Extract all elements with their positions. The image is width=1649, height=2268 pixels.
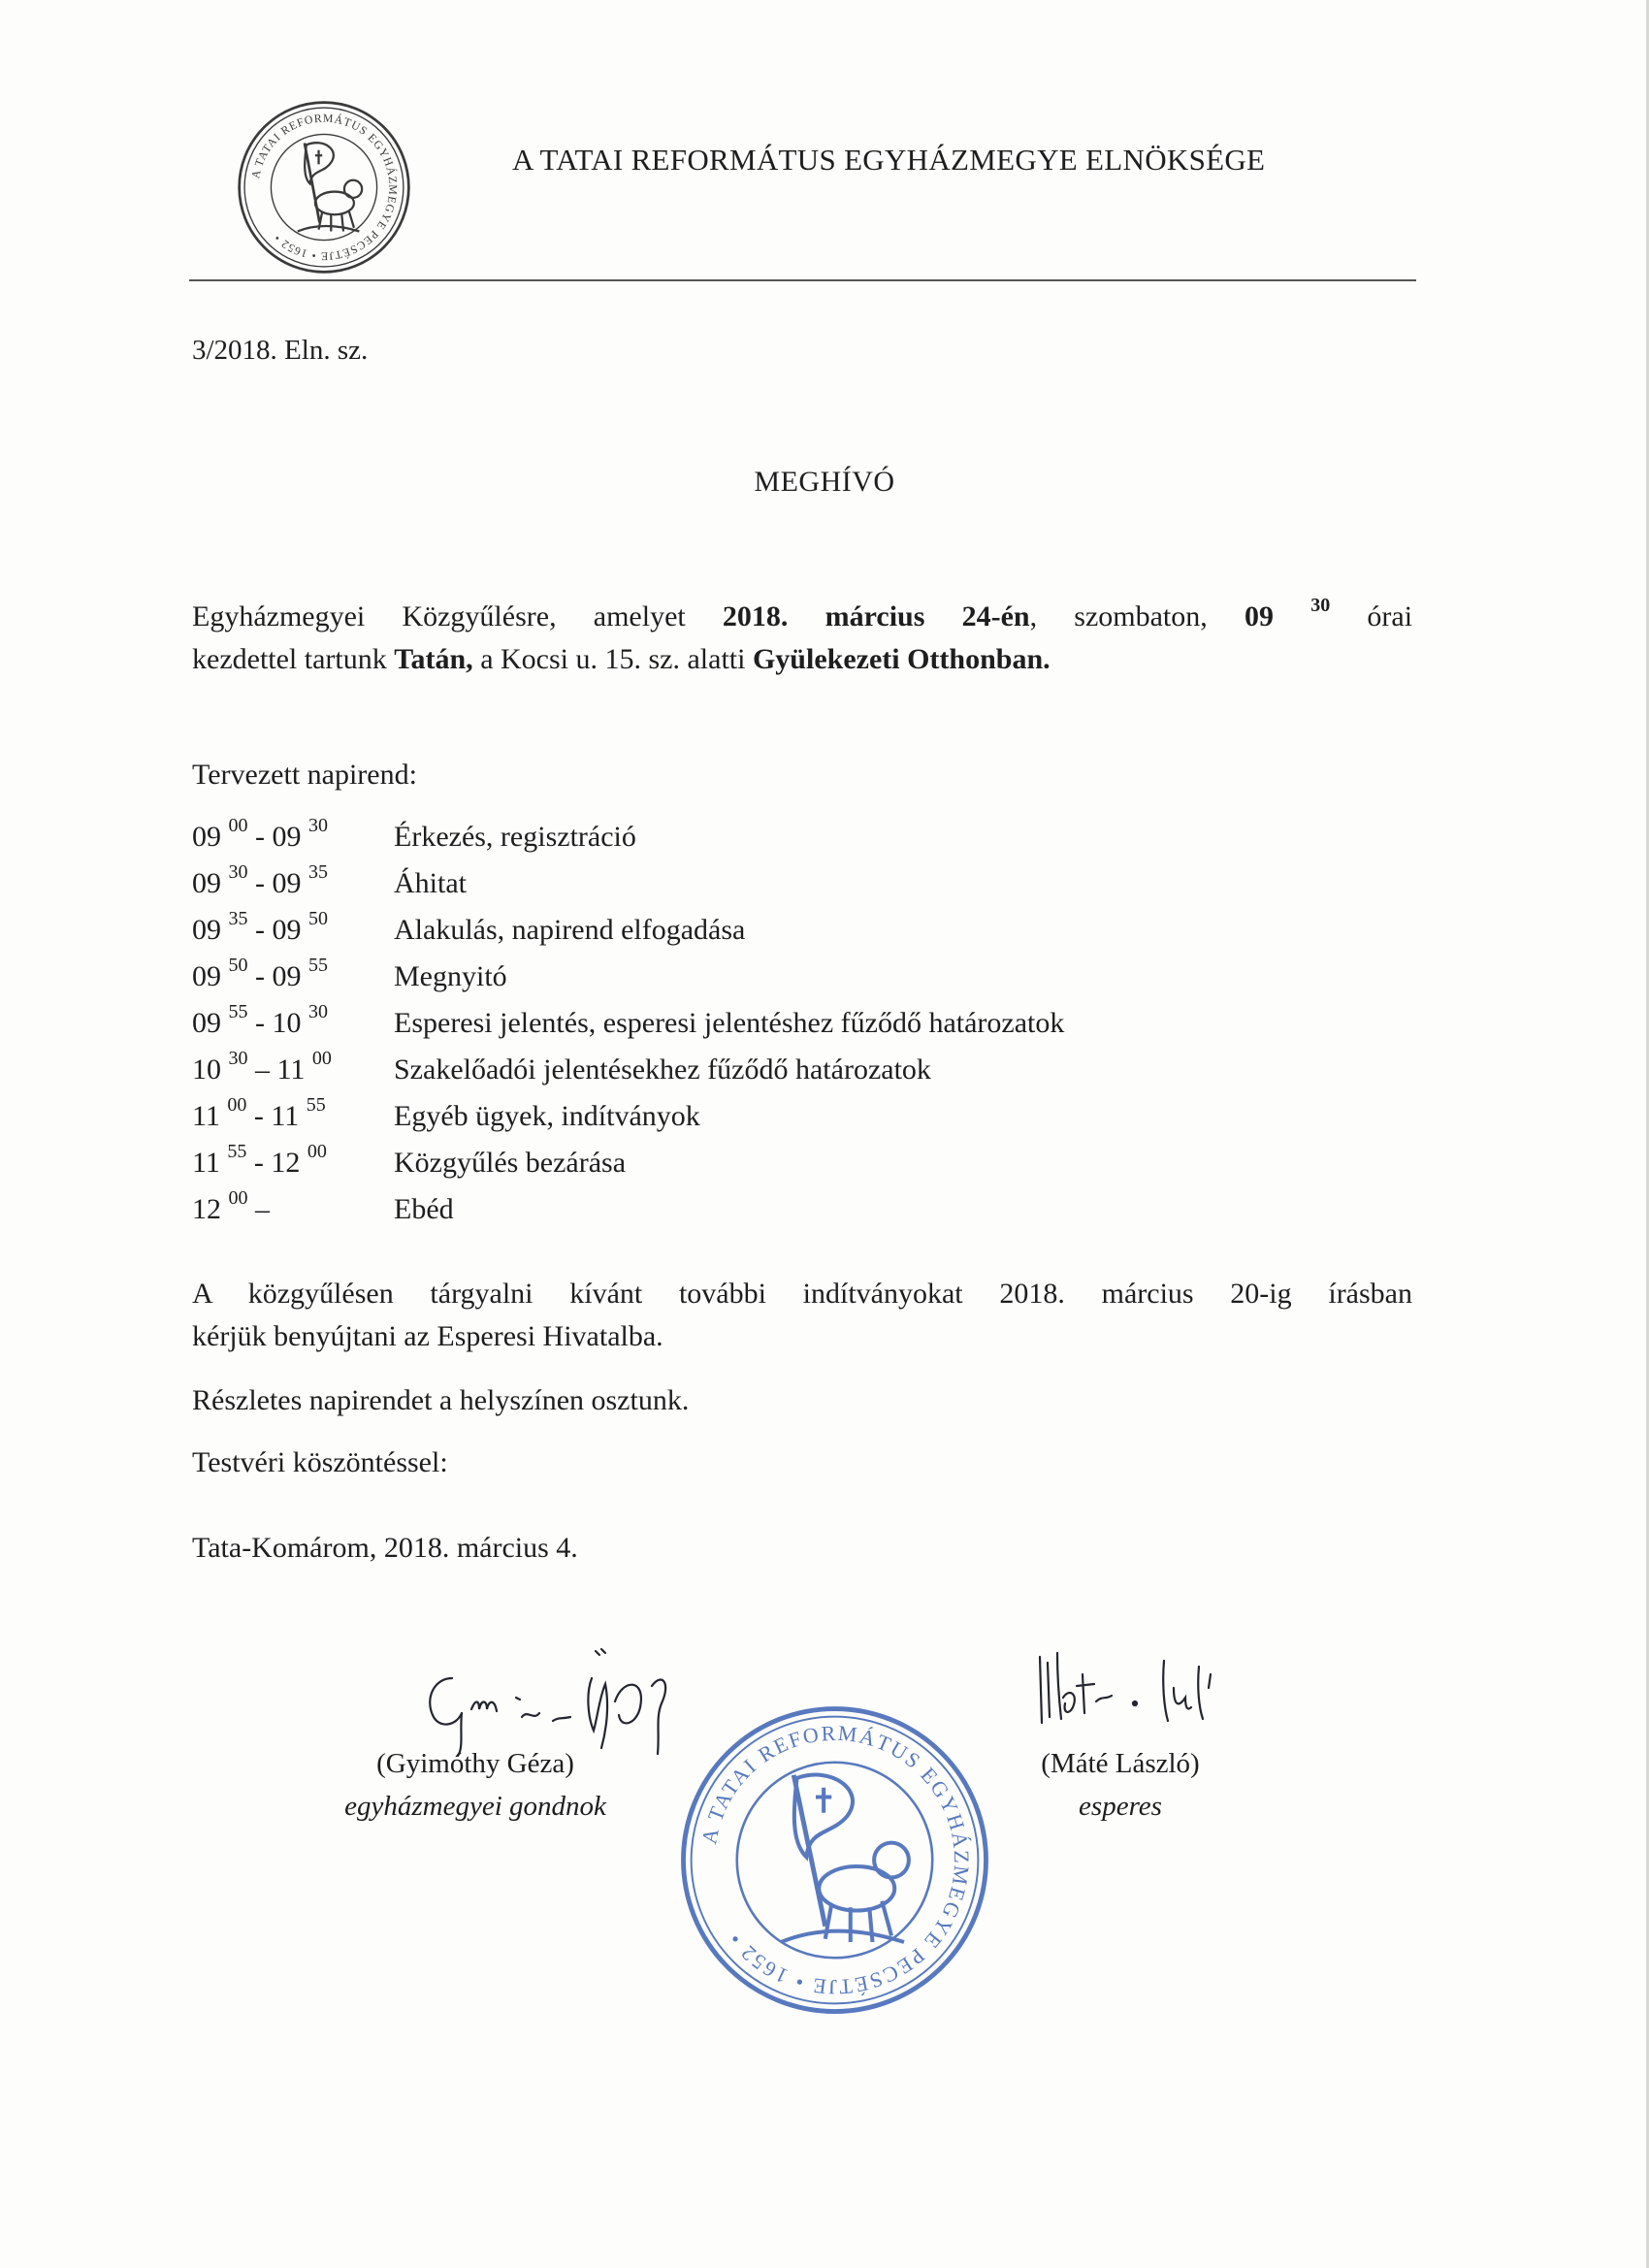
agenda-item-label: Megnyitó (394, 960, 507, 992)
agenda-item-label: Áhitat (394, 867, 467, 899)
meeting-place: Tatán, (394, 643, 473, 675)
agenda-time: 09 $^{55}$ - 10 $^{30}$ (192, 1001, 328, 1039)
agenda-time: 09 $^{00}$ - 09 $^{30}$ (192, 815, 328, 853)
reference-number: 3/2018. Eln. sz. (192, 335, 369, 366)
church-seal-icon (236, 99, 412, 275)
agenda-time: 11 $^{55}$ - 12 $^{00}$ (192, 1141, 327, 1179)
motions-line-2: kérjük benyújtani az Esperesi Hivatalba. (192, 1320, 663, 1352)
intro-text: Egyházmegyei Közgyűlésre, amelyet (192, 600, 686, 632)
agenda-item-label: Egyéb ügyek, indítványok (394, 1100, 700, 1132)
agenda-item-label: Esperesi jelentés, esperesi jelentéshez fűződő határozatok (394, 1007, 1065, 1039)
agenda-time: 10 $^{30}$ – 11 $^{00}$ (192, 1048, 332, 1085)
signature-esperes (1028, 1639, 1261, 1741)
meeting-time: 09 $^{30}$ (1244, 595, 1331, 632)
motions-line-1: A közgyűlésen tárgyalni kívánt további indítványokat 2018. március 20-ig írásban (192, 1278, 1412, 1310)
agenda-time: 09 $^{35}$ - 09 $^{50}$ (192, 908, 328, 946)
signatory-gondnok (310, 1742, 640, 1828)
agenda-time: 09 $^{30}$ - 09 $^{35}$ (192, 861, 328, 899)
agenda-item-label: Alakulás, napirend elfogadása (394, 914, 746, 946)
signatory-role: esperes (1079, 1791, 1162, 1822)
header-divider (189, 279, 1416, 281)
svg-text:A TATAI REFORMÁTUS EGYHÁZMEGYE: A TATAI REFORMÁTUS EGYHÁZMEGYE PECSÉTJE • 1652 • (696, 1720, 975, 2000)
intro-text: órai (1367, 600, 1413, 632)
intro-line-2 (192, 638, 1412, 681)
signatory-name: (Gyimóthy Géza) (376, 1748, 574, 1779)
details-note: Részletes napirendet a helyszínen osztunk. (192, 1384, 690, 1416)
agenda-item-label: Szakelőadói jelentésekhez fűződő határozatok (394, 1053, 931, 1085)
signatory-role: egyházmegyei gondnok (344, 1791, 606, 1822)
signatory-name: (Máté László) (1041, 1748, 1200, 1779)
intro-text: kezdettel tartunk (192, 643, 387, 675)
place-and-date: Tata-Komárom, 2018. március 4. (192, 1532, 578, 1564)
agenda-item-label: Közgyűlés bezárása (394, 1147, 627, 1179)
agenda-item-label: Érkezés, regisztráció (394, 821, 636, 853)
agenda-time: 12 $^{00}$ – (192, 1187, 270, 1225)
document-title: MEGHÍVÓ (754, 466, 895, 498)
agenda-time: 09 $^{50}$ - 09 $^{55}$ (192, 955, 328, 992)
intro-text: , szombaton, (1029, 600, 1208, 632)
organization-title: A TATAI REFORMÁTUS EGYHÁZMEGYE ELNÖKSÉGE (512, 143, 1266, 177)
intro-line-1 (192, 596, 1412, 638)
meeting-venue: Gyülekezeti Otthonban. (752, 643, 1051, 675)
agenda-item-label: Ebéd (394, 1193, 454, 1225)
intro-text: a Kocsi u. 15. sz. alatti (480, 643, 746, 675)
official-stamp-icon (677, 1702, 992, 2018)
agenda-heading: Tervezett napirend: (192, 759, 417, 791)
greeting: Testvéri köszöntéssel: (192, 1446, 448, 1478)
svg-text:A TATAI REFORMÁTUS EGYHÁZMEGYE: A TATAI REFORMÁTUS EGYHÁZMEGYE PECSÉTJE • 1652 • (248, 111, 401, 264)
agenda-time: 11 $^{00}$ - 11 $^{55}$ (192, 1094, 326, 1132)
signatory-esperes (1009, 1742, 1232, 1828)
meeting-date: 2018. március 24-én (722, 600, 1030, 632)
